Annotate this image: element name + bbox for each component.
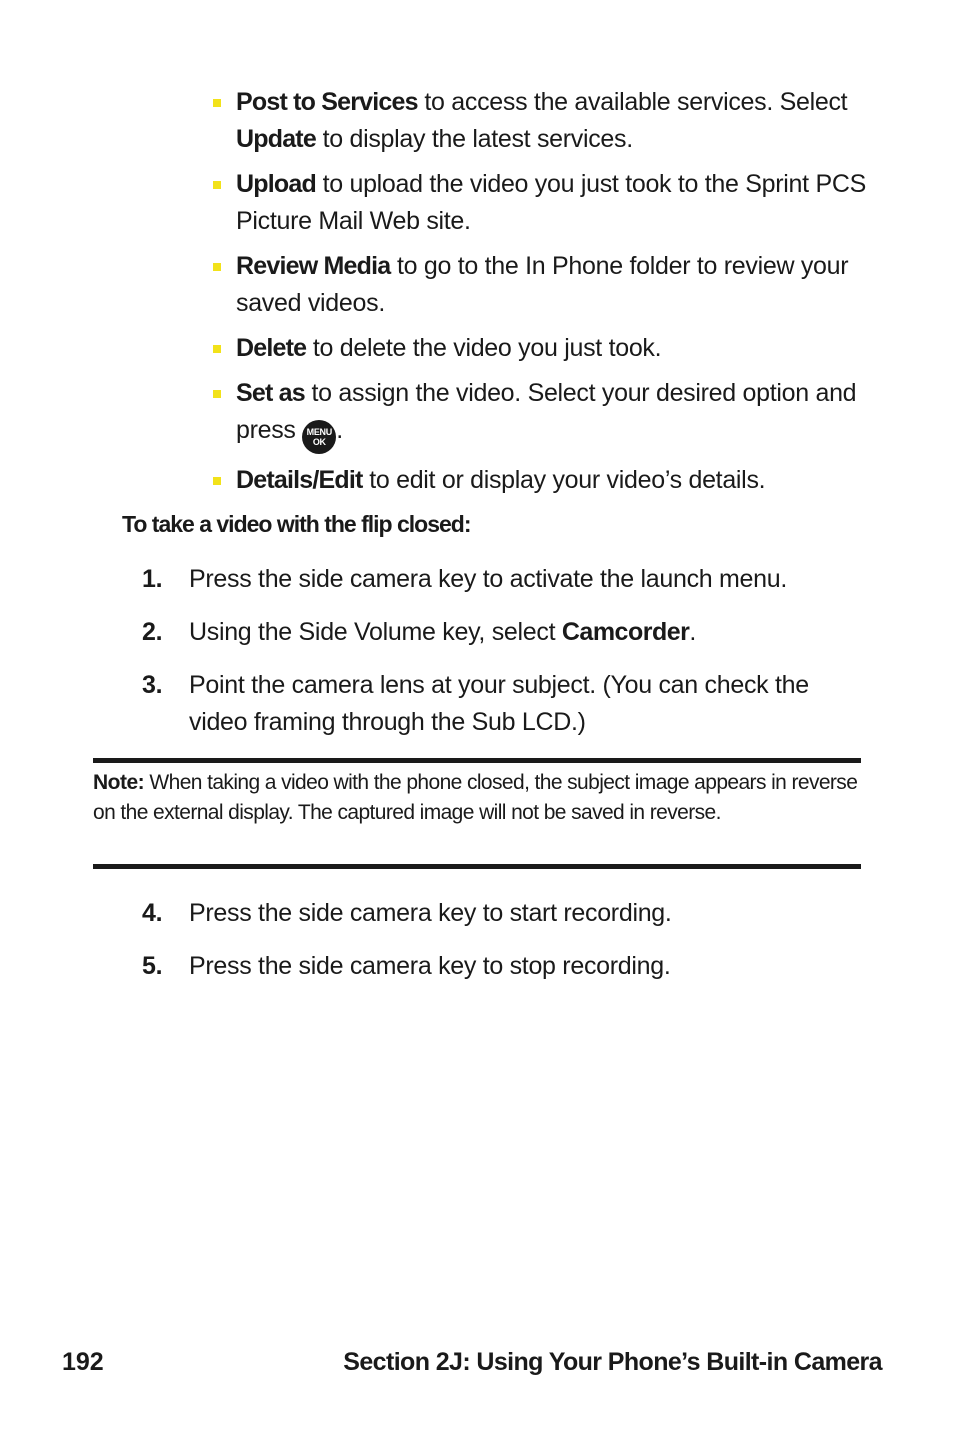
option-text-after: . <box>336 416 343 444</box>
steps-list-first <box>142 561 862 757</box>
bullet-square-icon <box>213 263 221 271</box>
option-term: Upload <box>236 170 316 198</box>
bullet-square-icon <box>213 345 221 353</box>
note-box <box>93 758 861 869</box>
steps-list-second <box>142 895 862 1001</box>
option-text: to display the latest services. <box>315 125 633 153</box>
step-number: 1. <box>142 565 163 593</box>
step-text: Press the side camera key to stop recording. <box>189 952 671 980</box>
step-term: Camcorder <box>561 618 690 646</box>
option-text: to upload the video you just took to the Sprint PCS Picture Mail Web site. <box>236 170 866 235</box>
procedure-heading: To take a video with the flip closed: <box>122 511 471 537</box>
option-term: Review Media <box>236 252 391 280</box>
step-number: 3. <box>142 671 163 699</box>
step-text: Point the camera lens at your subject. (You can check the video framing through the Sub LCD.) <box>189 671 809 736</box>
option-review-media <box>210 248 870 322</box>
note-text: When taking a video with the phone closed, the subject image appears in reverse on the external display. The captured image will not be saved in reverse. <box>93 771 858 824</box>
step-text-after: . <box>689 618 697 646</box>
section-title: Section 2J: Using Your Phone’s Built-in Camera <box>343 1348 882 1376</box>
option-post-to-services <box>210 84 870 158</box>
step-3 <box>142 667 862 741</box>
bullet-square-icon <box>213 390 221 398</box>
step-number: 4. <box>142 899 163 927</box>
option-text: to delete the video you just took. <box>306 334 662 362</box>
option-upload <box>210 166 870 240</box>
step-text: Press the side camera key to activate the launch menu. <box>189 565 788 593</box>
option-delete <box>210 330 870 367</box>
step-5 <box>142 948 862 985</box>
note-label: Note: <box>93 771 145 794</box>
option-term: Post to Services <box>236 88 418 116</box>
option-term: Set as <box>236 379 305 407</box>
bullet-square-icon <box>213 477 221 485</box>
option-set-as <box>210 375 870 454</box>
bullet-square-icon <box>213 181 221 189</box>
option-details-edit <box>210 462 870 499</box>
option-text: to edit or display your video’s details. <box>362 466 766 494</box>
option-term: Delete <box>236 334 307 362</box>
note-paragraph <box>93 768 861 828</box>
option-text: to assign the video. Select your desired option and press <box>236 379 857 444</box>
menu-ok-line2: OK <box>312 437 326 447</box>
step-text: Using the Side Volume key, select <box>189 618 562 646</box>
option-term: Details/Edit <box>236 466 363 494</box>
step-1 <box>142 561 862 598</box>
option-text: to go to the In Phone folder to review your saved videos. <box>236 252 849 317</box>
step-number: 2. <box>142 618 163 646</box>
bullet-square-icon <box>213 99 221 107</box>
step-number: 5. <box>142 952 163 980</box>
option-term-update: Update <box>236 125 316 153</box>
step-4 <box>142 895 862 932</box>
step-2 <box>142 614 862 651</box>
page-number: 192 <box>62 1348 104 1376</box>
menu-ok-button-icon <box>302 420 336 454</box>
option-text: to access the available services. Select <box>417 88 848 116</box>
option-list <box>210 84 870 507</box>
step-text: Press the side camera key to start recording. <box>189 899 672 927</box>
menu-ok-line1: MENU <box>306 427 332 437</box>
